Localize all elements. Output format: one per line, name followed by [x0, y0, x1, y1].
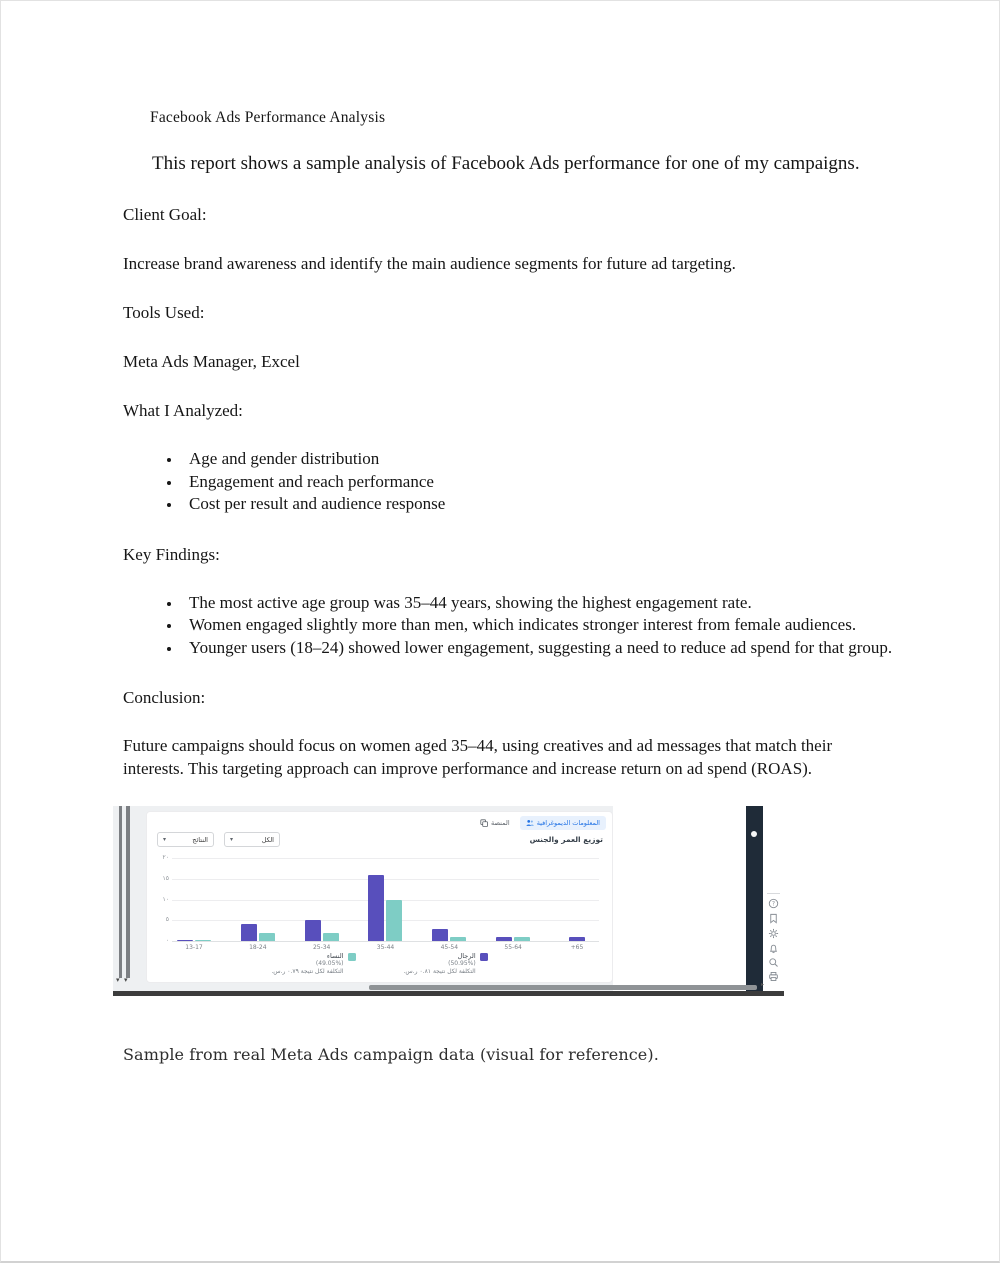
y-tick-label: ١٥ — [162, 874, 169, 882]
range-dropdown[interactable] — [224, 832, 280, 847]
legend-text-line: التكلفة لكل نتيجة ٠.٨١ ر.س. — [403, 968, 476, 975]
bell-icon[interactable] — [768, 943, 779, 954]
page-title: Facebook Ads Performance Analysis — [150, 109, 386, 126]
divider — [767, 893, 780, 894]
svg-text:?: ? — [771, 900, 776, 908]
legend-text-line: النساء — [326, 952, 344, 960]
ads-manager-screenshot — [113, 806, 784, 996]
legend-text-line: (50.95%) — [448, 960, 476, 967]
horizontal-scrollbar[interactable] — [369, 985, 757, 990]
x-tick-label: 13-17 — [185, 944, 203, 951]
nav-sidebar — [746, 806, 763, 996]
chart-legend — [147, 952, 612, 976]
analyzed-list — [123, 448, 962, 516]
window-edge-bar — [126, 806, 130, 978]
client-goal-heading: Client Goal: — [123, 205, 207, 224]
bar — [386, 900, 402, 942]
bar-group — [429, 858, 469, 951]
list-item: • The most active age group was 35–44 years, showing the highest engagement rate. — [182, 592, 962, 615]
x-tick-label: 18-24 — [249, 944, 267, 951]
findings-list — [123, 592, 962, 660]
bar-group — [238, 858, 278, 951]
bar — [323, 933, 339, 941]
conclusion-heading: Conclusion: — [123, 688, 206, 707]
chevron-down-icon: ▾ — [230, 836, 234, 843]
bar — [514, 937, 530, 941]
bar — [450, 937, 466, 941]
range-dropdown-value: الكل — [261, 835, 274, 844]
legend-swatch — [480, 953, 488, 961]
layers-icon — [480, 819, 488, 827]
bar — [305, 920, 321, 941]
legend-text-line: (49.05%) — [315, 960, 344, 967]
tab-platform[interactable] — [480, 819, 510, 827]
chevron-down-icon: ▾ — [163, 836, 167, 843]
bar — [368, 875, 384, 941]
x-tick-label: 35-44 — [376, 944, 395, 951]
people-icon — [526, 819, 534, 827]
bar-group — [302, 858, 342, 951]
list-item: • Age and gender distribution — [182, 448, 962, 471]
y-tick-label: ٥ — [165, 916, 169, 924]
y-tick-label: ٠ — [165, 937, 169, 944]
list-item: • Women engaged slightly more than men, which indicates stronger interest from female audiences. — [182, 614, 962, 637]
list-item: • Younger users (18–24) showed lower engagement, suggesting a need to reduce ad spend for that group. — [182, 637, 962, 660]
bar — [569, 937, 585, 941]
help-icon[interactable] — [768, 898, 779, 909]
gridline — [172, 941, 599, 942]
intro-paragraph: This report shows a sample analysis of Facebook Ads performance for one of my campaigns. — [152, 153, 860, 174]
bar-group — [493, 858, 533, 951]
tools-text: Meta Ads Manager, Excel — [123, 352, 300, 371]
x-tick-label: 55-64 — [504, 944, 522, 951]
icon-rail — [763, 806, 784, 992]
bar — [195, 940, 211, 941]
chart-tab-row — [480, 816, 606, 830]
list-item: • Cost per result and audience response — [182, 493, 962, 516]
printer-icon[interactable] — [768, 971, 779, 982]
figure-caption: Sample from real Meta Ads campaign data (visual for reference). — [123, 1045, 659, 1064]
analyzed-heading: What I Analyzed: — [123, 401, 243, 420]
metric-dropdown[interactable] — [157, 832, 214, 847]
chart-title: توزيع العمر والجنس — [529, 835, 603, 844]
legend-text-line: التكلفة لكل نتيجة ٠.٧٩ ر.س. — [271, 968, 344, 975]
x-tick-label: 45-54 — [440, 944, 459, 951]
tab-platform-label: المنصة — [491, 819, 510, 827]
bar — [241, 924, 257, 941]
chevron-down-icon: ▾ — [124, 976, 128, 984]
legend-text-line: الرجال — [457, 952, 476, 960]
gear-icon[interactable] — [768, 928, 779, 939]
window-bottom-edge — [113, 991, 784, 996]
bar — [496, 937, 512, 941]
y-tick-label: ٢٠ — [162, 854, 169, 861]
bar — [259, 933, 275, 941]
legend-swatch — [348, 953, 356, 961]
bar-group — [365, 858, 405, 951]
x-tick-label: +65 — [570, 944, 584, 951]
y-tick-label: ١٠ — [162, 895, 169, 903]
bar-group — [557, 858, 597, 951]
chart-card — [146, 811, 613, 983]
findings-heading: Key Findings: — [123, 544, 220, 564]
conclusion-text: Future campaigns should focus on women aged 35–44, using creatives and ad messages that match their interests. This targeting approach can improve performance and increase return on ad spend (ROAS). — [123, 736, 833, 778]
legend-item — [404, 952, 488, 976]
window-edge-bar — [119, 806, 123, 978]
tools-heading: Tools Used: — [123, 303, 205, 322]
search-icon[interactable] — [768, 957, 779, 968]
plot-groups — [172, 858, 599, 951]
tab-demographics[interactable] — [520, 816, 606, 830]
scroll-right-arrow-icon: ▸ — [761, 981, 765, 988]
chevron-down-icon: ▾ — [116, 976, 120, 984]
x-tick-label: 25-34 — [312, 944, 331, 951]
bar — [432, 929, 448, 941]
bar-group — [174, 858, 214, 951]
empty-panel — [613, 806, 746, 992]
bar — [177, 940, 193, 941]
legend-item — [271, 952, 355, 976]
client-goal-text: Increase brand awareness and identify the main audience segments for future ad targeting. — [123, 254, 736, 273]
metric-dropdown-value: النتائج — [192, 835, 208, 844]
avatar — [751, 831, 757, 837]
bookmark-icon[interactable] — [768, 913, 779, 924]
list-item: • Engagement and reach performance — [182, 471, 962, 494]
tab-demographics-label: المعلومات الديموغرافية — [536, 819, 600, 827]
